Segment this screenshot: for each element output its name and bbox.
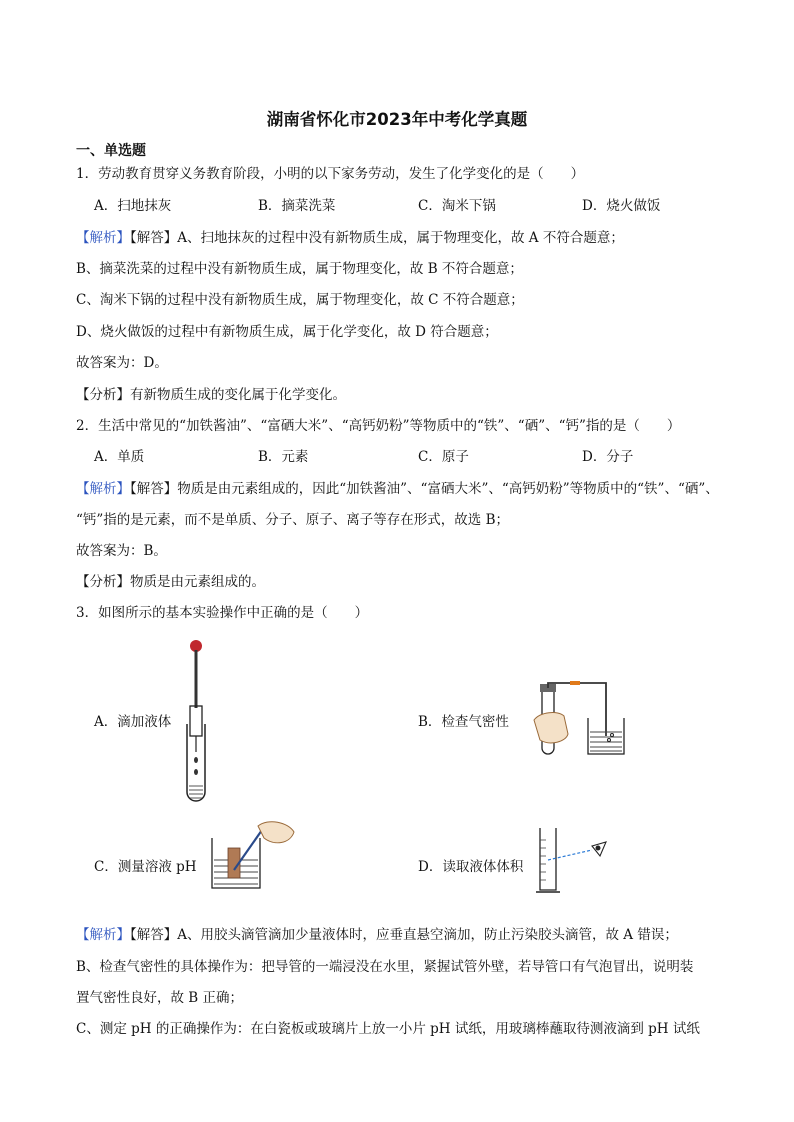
graduated-cylinder-figure bbox=[534, 826, 614, 896]
question-1-stem: 1．劳动教育贯穿义务教育阶段，小明的以下家务劳动，发生了化学变化的是（ ） bbox=[76, 166, 585, 182]
q1-option-d: D．烧火做饭 bbox=[582, 198, 661, 214]
q3-option-b: B．检查气密性 bbox=[418, 714, 509, 730]
question-2-stem: 2．生活中常见的“加铁酱油”、“富硒大米”、“高钙奶粉”等物质中的“铁”、“硒”、“钙”指的是（ ） bbox=[76, 418, 681, 434]
q3-answer-line-3: 置气密性良好，故 B 正确； bbox=[76, 990, 244, 1006]
section-heading: 一、单选题 bbox=[76, 143, 146, 159]
jiexi-tag: 【解析】 bbox=[76, 230, 130, 246]
jiexi-tag: 【解析】 bbox=[76, 927, 130, 943]
q2-answer-line-3: 故答案为：B。 bbox=[76, 543, 167, 559]
page-title: 湖南省怀化市2023年中考化学真题 bbox=[266, 110, 528, 129]
q2-analysis: 【分析】物质是由元素组成的。 bbox=[76, 574, 265, 590]
q1-option-b: B．摘菜洗菜 bbox=[258, 198, 336, 214]
q1-option-c: C．淘米下锅 bbox=[418, 198, 496, 214]
jiexi-tag: 【解析】 bbox=[76, 481, 130, 497]
q3-option-a: A．滴加液体 bbox=[94, 714, 172, 730]
q1-option-a: A．扫地抹灰 bbox=[94, 198, 172, 214]
q2-answer-line-2: “钙”指的是元素，而不是单质、分子、原子、离子等存在形式，故选 B； bbox=[76, 512, 510, 528]
q3-option-d: D．读取液体体积 bbox=[418, 859, 524, 875]
q1-answer-line-5: 故答案为：D。 bbox=[76, 355, 168, 371]
ph-test-figure bbox=[208, 820, 298, 892]
hand-icon bbox=[258, 822, 294, 843]
q3-answer-line-2: B、检查气密性的具体操作为：把导管的一端浸没在水里，紧握试管外壁，若导管口有气泡冒出，说明装 bbox=[76, 959, 694, 975]
q2-option-b: B．元素 bbox=[258, 449, 309, 465]
airtight-check-figure bbox=[530, 680, 630, 760]
q3-answer-line-1: 【解析】【解答】A、用胶头滴管滴加少量液体时，应垂直悬空滴加，防止污染胶头滴管，故 A 错误； bbox=[76, 927, 678, 943]
q1-answer-line-1: 【解析】【解答】A、扫地抹灰的过程中没有新物质生成，属于物理变化，故 A 不符合题意； bbox=[76, 230, 624, 246]
q1-answer-line-3: C、淘米下锅的过程中没有新物质生成，属于物理变化，故 C 不符合题意； bbox=[76, 292, 524, 308]
hand-icon bbox=[534, 713, 568, 743]
dropper-test-tube-figure bbox=[178, 636, 218, 806]
q2-option-d: D．分子 bbox=[582, 449, 634, 465]
question-3-stem: 3．如图所示的基本实验操作中正确的是（ ） bbox=[76, 605, 369, 621]
q2-option-a: A．单质 bbox=[94, 449, 145, 465]
q3-answer-line-4: C、测定 pH 的正确操作为：在白瓷板或玻璃片上放一小片 pH 试纸，用玻璃棒蘸取待测液滴到 pH 试纸 bbox=[76, 1021, 700, 1037]
q1-analysis: 【分析】有新物质生成的变化属于化学变化。 bbox=[76, 387, 346, 403]
q2-option-c: C．原子 bbox=[418, 449, 469, 465]
q1-answer-line-2: B、摘菜洗菜的过程中没有新物质生成，属于物理变化，故 B 不符合题意； bbox=[76, 261, 523, 277]
q1-answer-line-4: D、烧火做饭的过程中有新物质生成，属于化学变化，故 D 符合题意； bbox=[76, 324, 498, 340]
q3-option-c: C．测量溶液 pH bbox=[94, 859, 197, 875]
q2-answer-line-1: 【解析】【解答】物质是由元素组成的，因此“加铁酱油”、“富硒大米”、“高钙奶粉”等物质中的“铁”、“硒”、 bbox=[76, 481, 719, 497]
